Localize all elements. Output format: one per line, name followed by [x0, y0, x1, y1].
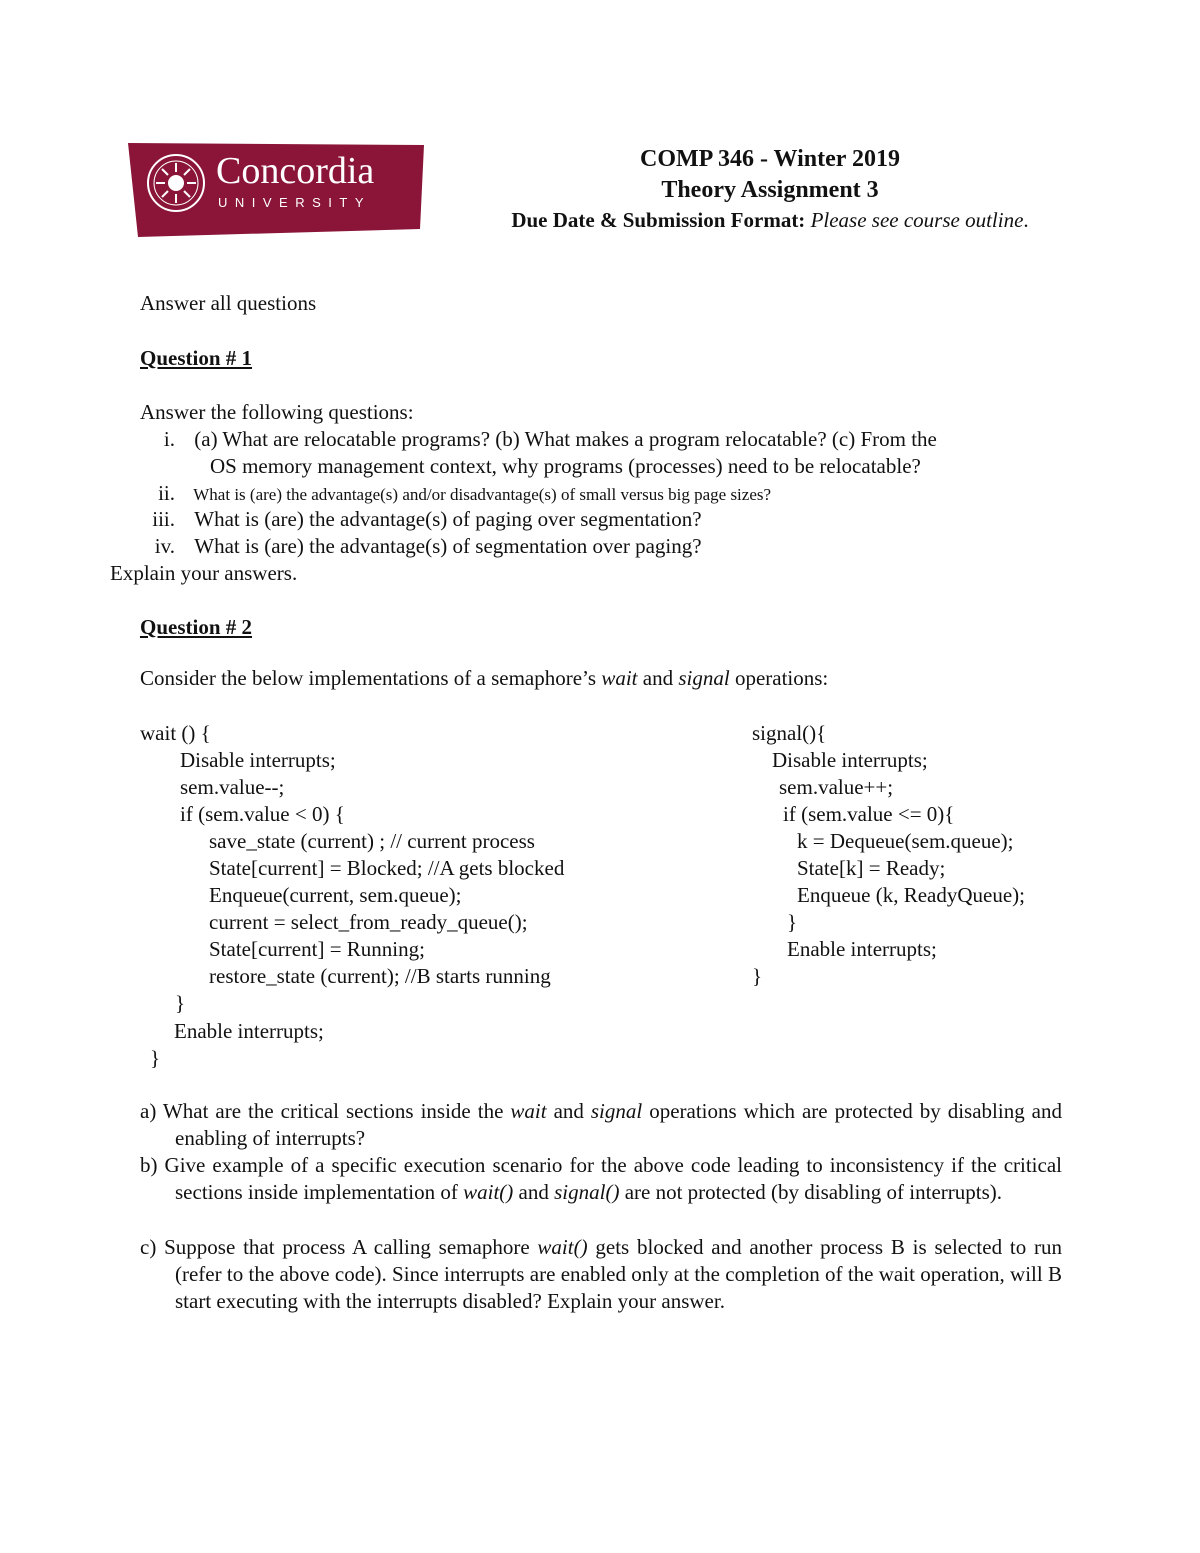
list-item-number: ii. — [158, 481, 175, 505]
lead-text: and — [637, 666, 679, 690]
code-line: if (sem.value < 0) { — [180, 802, 345, 826]
code-line: } — [787, 910, 798, 934]
question-text: What are the critical sections inside the — [156, 1099, 511, 1123]
list-item-text: What is (are) the advantage(s) and/or disadvantage(s) of small versus big page sizes? — [193, 485, 772, 504]
question-text: Suppose that process A calling semaphore — [156, 1235, 538, 1259]
code-line: Enable interrupts; — [787, 937, 937, 961]
question-text: Give example of a specific execution scenario for the above code leading to inconsistency if the critical sections inside implementation of — [157, 1153, 1062, 1204]
question-text: operations which are protected by disabling and enabling of interrupts? — [175, 1099, 1063, 1150]
code-line: Enable interrupts; — [174, 1019, 324, 1043]
due-date-line — [440, 208, 1100, 233]
question-2-lead — [140, 665, 828, 692]
question-2a — [140, 1098, 1062, 1152]
wait-keyword: wait() — [463, 1180, 514, 1204]
code-line: } — [150, 1046, 161, 1070]
question-2b — [140, 1152, 1062, 1206]
list-item-number: iv. — [154, 534, 175, 558]
logo-subtitle: UNIVERSITY — [218, 195, 372, 210]
code-line: Enqueue(current, sem.queue); — [209, 883, 462, 907]
signal-keyword: signal — [590, 1099, 643, 1123]
list-item-continuation: OS memory management context, why programs (processes) need to be relocatable? — [210, 454, 921, 478]
question-2c — [140, 1234, 1062, 1315]
code-line: wait () { — [140, 721, 211, 745]
question-2c-label: c) — [140, 1235, 157, 1259]
code-line: } — [752, 964, 763, 988]
wait-keyword: wait — [510, 1099, 547, 1123]
question-text: gets blocked and another process B is selected to run (refer to the above code). Since interrupts are enabled only at the completion of the wait operation, will B start executing with the interrupts disabled? Explain your answer. — [175, 1235, 1062, 1313]
course-title: COMP 346 - Winter 2019 — [640, 146, 900, 172]
code-line: Disable interrupts; — [180, 748, 336, 772]
code-line: sem.value++; — [779, 775, 894, 799]
list-item-text: What is (are) the advantage(s) of segmentation over paging? — [194, 534, 702, 558]
question-text: and — [513, 1180, 555, 1204]
question-text: and — [546, 1099, 591, 1123]
concordia-logo — [128, 141, 424, 237]
lead-text: operations: — [729, 666, 829, 690]
assignment-title: Theory Assignment 3 — [661, 177, 879, 203]
university-seal-icon — [148, 155, 204, 211]
code-line: restore_state (current); //B starts running — [209, 964, 551, 988]
list-item — [135, 533, 702, 560]
question-1-lead: Answer the following questions: — [140, 400, 414, 424]
due-date-value: Please see course outline — [810, 208, 1024, 232]
question-1-heading: Question # 1 — [140, 346, 253, 370]
concordia-logo-graphic — [128, 141, 424, 237]
question-1-closing: Explain your answers. — [110, 561, 298, 585]
list-item-text: What is (are) the advantage(s) of paging over segmentation? — [194, 507, 702, 531]
wait-keyword: wait() — [537, 1235, 588, 1259]
lead-text: Consider the below implementations of a semaphore’s — [140, 666, 602, 690]
question-text: are not protected (by disabling of interrupts). — [619, 1180, 1003, 1204]
question-2a-label: a) — [140, 1099, 157, 1123]
signal-keyword: signal() — [554, 1180, 620, 1204]
question-2b-label: b) — [140, 1153, 158, 1177]
code-line: current = select_from_ready_queue(); — [209, 910, 528, 934]
code-line: signal(){ — [752, 721, 827, 745]
code-line: sem.value--; — [180, 775, 285, 799]
list-item — [135, 506, 702, 533]
code-line: State[k] = Ready; — [797, 856, 946, 880]
code-line: State[current] = Running; — [209, 937, 425, 961]
logo-wordmark: Concordia — [216, 150, 375, 192]
wait-keyword: wait — [601, 666, 638, 690]
code-line: State[current] = Blocked; //A gets blocked — [209, 856, 565, 880]
code-line: save_state (current) ; // current process — [209, 829, 535, 853]
list-item-number: i. — [163, 427, 175, 451]
code-line: } — [175, 991, 186, 1015]
list-item-text: (a) What are relocatable programs? (b) What makes a program relocatable? (c) From the — [194, 427, 937, 451]
list-item-number: iii. — [152, 507, 175, 531]
code-line: if (sem.value <= 0){ — [783, 802, 955, 826]
code-line: Disable interrupts; — [772, 748, 928, 772]
list-item — [135, 480, 771, 508]
due-date-label: Due Date & Submission Format: — [511, 208, 806, 232]
due-date-period: . — [1023, 208, 1029, 232]
list-item — [135, 426, 937, 453]
intro-text: Answer all questions — [140, 291, 317, 315]
signal-keyword: signal — [678, 666, 730, 690]
question-2-heading: Question # 2 — [140, 615, 253, 639]
code-line: k = Dequeue(sem.queue); — [797, 829, 1014, 853]
code-line: Enqueue (k, ReadyQueue); — [797, 883, 1025, 907]
